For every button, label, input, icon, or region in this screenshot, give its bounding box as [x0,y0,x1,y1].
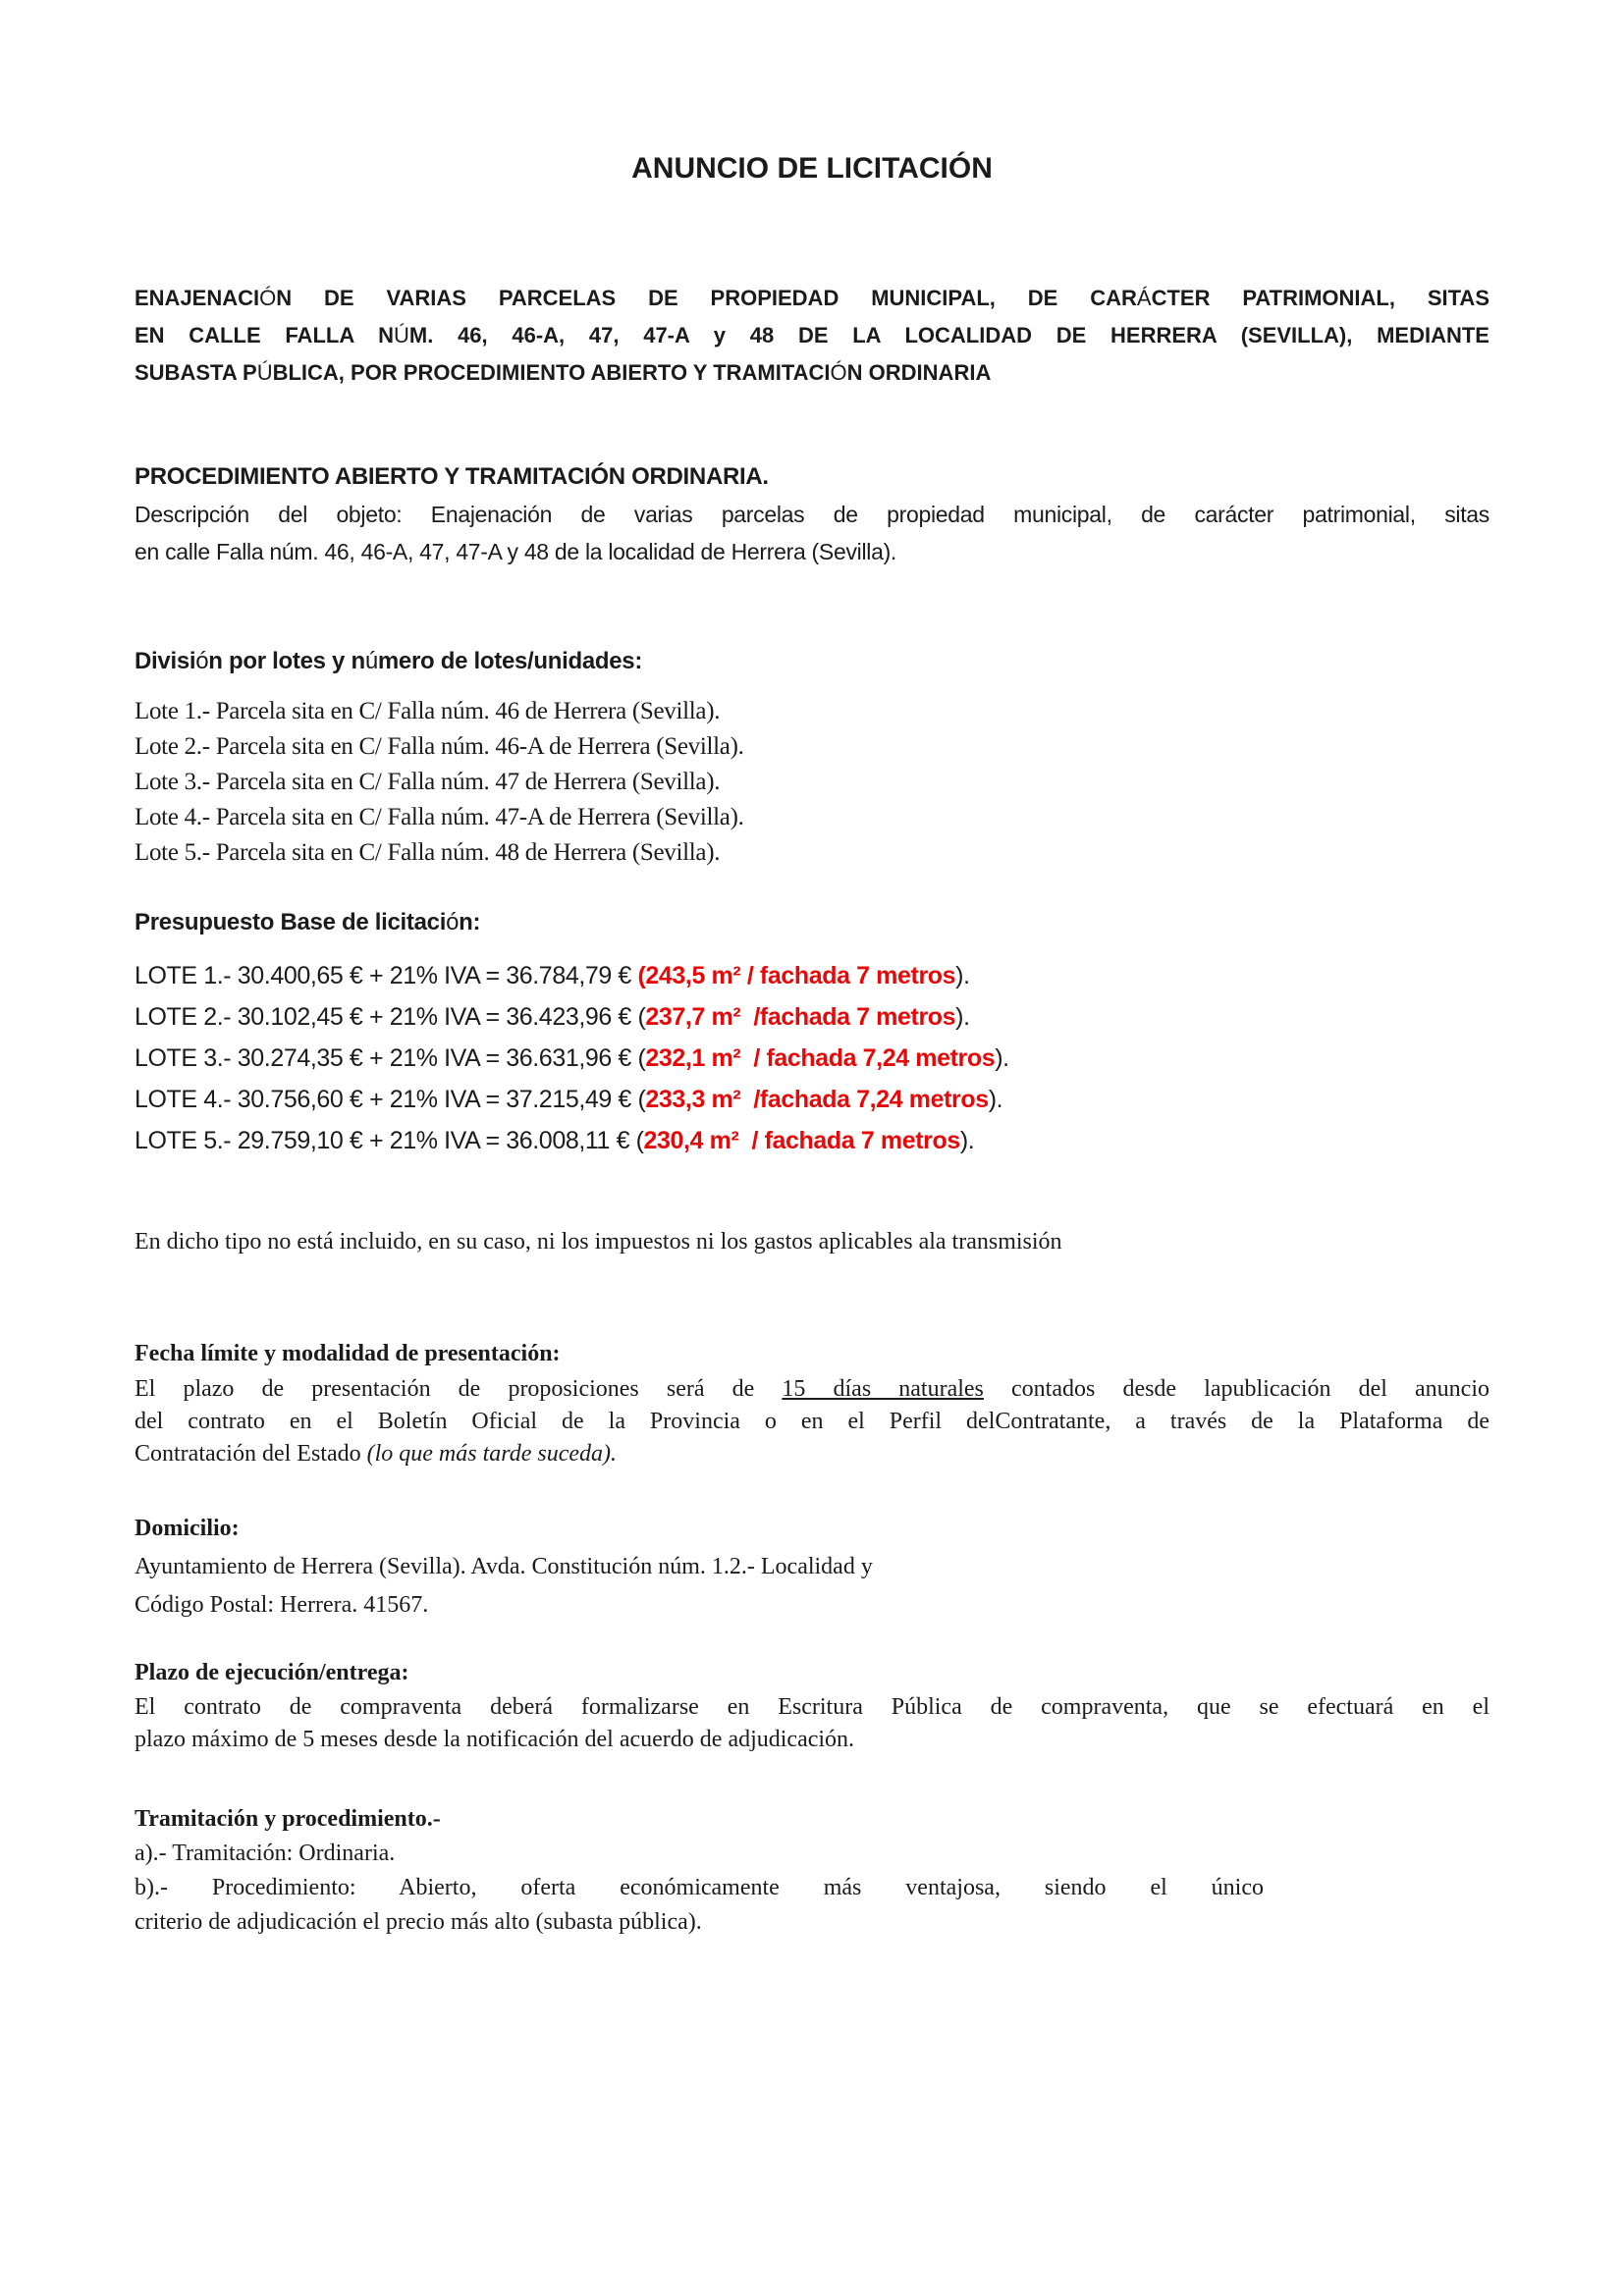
text-line: plazo máximo de 5 meses desde la notificación del acuerdo de adjudicación. [135,1727,855,1752]
lote-item: Lote 3.- Parcela sita en C/ Falla núm. 47 de Herrera (Sevilla). [135,769,721,795]
text-line: ENAJENACIÓN DE VARIAS PARCELAS DE PROPIEDAD MUNICIPAL, DE CARÁCTER PATRIMONIAL, SITAS [135,286,1489,310]
text-line: LOTE 2.- 30.102,45 € + 21% IVA = 36.423,96 € (237,7 m² /fachada 7 metros). [135,1003,970,1031]
heading-domicilio: Domicilio: [135,1516,240,1541]
text-line: LOTE 1.- 30.400,65 € + 21% IVA = 36.784,79 € (243,5 m² / fachada 7 metros). [135,962,970,989]
text-line: LOTE 5.- 29.759,10 € + 21% IVA = 36.008,11 € (230,4 m² / fachada 7 metros). [135,1127,975,1154]
presupuesto-list [135,955,1489,1161]
text-line: SUBASTA PÚBLICA, POR PROCEDIMIENTO ABIERTO Y TRAMITACIÓN ORDINARIA [135,360,992,385]
domicilio-line: Ayuntamiento de Herrera (Sevilla). Avda. Constitución núm. 1.2.- Localidad y [135,1554,873,1579]
text-line: El contrato de compraventa deberá formalizarse en Escritura Pública de compraventa, que se efectuará en el [135,1694,1489,1720]
page-title: ANUNCIO DE LICITACIÓN [631,152,993,185]
text-line: Descripción del objeto: Enajenación de varias parcelas de propiedad municipal, de carácter patrimonial, sitas [135,502,1489,527]
text-line: EN CALLE FALLA NÚM. 46, 46-A, 47, 47-A y 48 DE LA LOCALIDAD DE HERRERA (SEVILLA), MEDIANTE [135,323,1489,347]
heading-plazo-ejecucion: Plazo de ejecución/entrega: [135,1660,409,1685]
section-procedimiento [135,458,1489,570]
nota-paragraph: En dicho tipo no está incluido, en su caso, ni los impuestos ni los gastos aplicables ala transmisión [135,1229,1062,1255]
descripcion-paragraph [135,496,1489,570]
lote-list [135,694,1489,871]
lote-item: Lote 1.- Parcela sita en C/ Falla núm. 46 de Herrera (Sevilla). [135,698,721,724]
lote-item: Lote 4.- Parcela sita en C/ Falla núm. 47-A de Herrera (Sevilla). [135,804,744,830]
domicilio-paragraph [135,1548,1489,1625]
text-line: Contratación del Estado (lo que más tarde suceda). [135,1441,617,1467]
heading-presupuesto: Presupuesto Base de licitación: [135,909,481,935]
text-line: en calle Falla núm. 46, 46-A, 47, 47-A y 48 de la localidad de Herrera (Sevilla). [135,539,897,564]
document-content [0,149,1624,1940]
heading-tramitacion: Tramitación y procedimiento.- [135,1806,441,1832]
text-line: El plazo de presentación de proposiciones será de 15 días naturales contados desde lapublicación del anuncio [135,1376,1490,1402]
plazo-paragraph [135,1691,1489,1756]
intro-paragraph [135,280,1489,392]
heading-fecha-limite: Fecha límite y modalidad de presentación: [135,1341,561,1366]
domicilio-line: Código Postal: Herrera. 41567. [135,1592,429,1618]
fecha-paragraph [135,1373,1489,1470]
text-line: del contrato en el Boletín Oficial de la Provincia o en el Perfil delContratante, a través de la Plataforma de [135,1409,1489,1434]
heading-procedimiento: PROCEDIMIENTO ABIERTO Y TRAMITACIÓN ORDINARIA. [135,463,769,490]
text-line: LOTE 3.- 30.274,35 € + 21% IVA = 36.631,96 € (232,1 m² / fachada 7,24 metros). [135,1044,1009,1072]
tramitacion-item-a: a).- Tramitación: Ordinaria. [135,1841,396,1866]
tramitacion-item-b [135,1871,1264,1940]
text-line: b).- Procedimiento: Abierto, oferta económicamente más ventajosa, siendo el único [135,1875,1264,1900]
text-line: criterio de adjudicación el precio más alto (subasta pública). [135,1909,702,1935]
lote-item: Lote 2.- Parcela sita en C/ Falla núm. 46-A de Herrera (Sevilla). [135,733,744,760]
text-line: LOTE 4.- 30.756,60 € + 21% IVA = 37.215,49 € (233,3 m² /fachada 7,24 metros). [135,1086,1003,1113]
lote-item: Lote 5.- Parcela sita en C/ Falla núm. 48 de Herrera (Sevilla). [135,839,721,866]
heading-division-lotes: División por lotes y número de lotes/unidades: [135,648,643,674]
